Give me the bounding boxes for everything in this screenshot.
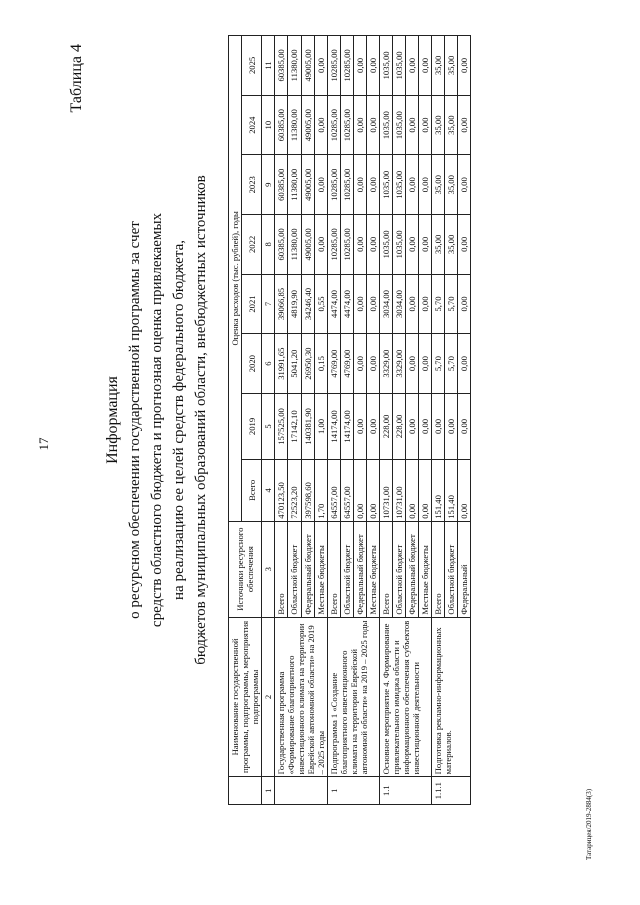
- total-value: 151,40: [432, 459, 445, 521]
- year-value: 49005,00: [301, 95, 314, 155]
- funding-source: Областной бюджет: [341, 521, 354, 617]
- year-value: 1035,00: [380, 36, 393, 96]
- year-value: 1035,00: [393, 95, 406, 155]
- year-value: 4769,00: [328, 334, 341, 394]
- year-value: 0,00: [367, 393, 380, 459]
- year-value: 60385,00: [275, 36, 288, 96]
- year-value: 10285,00: [328, 155, 341, 215]
- column-number: 10: [262, 95, 275, 155]
- header-year: 2025: [242, 36, 262, 96]
- year-value: 26950,30: [301, 334, 314, 394]
- total-value: 0,00: [419, 459, 432, 521]
- year-value: 0,00: [354, 334, 367, 394]
- year-value: 10285,00: [341, 215, 354, 275]
- year-value: 0,00: [419, 215, 432, 275]
- heading-line: Информация: [104, 376, 121, 464]
- year-value: 10285,00: [328, 215, 341, 275]
- year-value: 35,00: [445, 215, 458, 275]
- table-row: [328, 36, 341, 805]
- year-value: 35,00: [445, 155, 458, 215]
- header-year: 2023: [242, 155, 262, 215]
- year-value: 3034,00: [380, 274, 393, 334]
- year-value: 228,00: [393, 393, 406, 459]
- year-value: 1035,00: [393, 36, 406, 96]
- year-value: 0,00: [406, 334, 419, 394]
- program-name: Подпрограмма 1 «Создание благоприятного инвестиционного климата на территории Еврейской автономной области» на 2019 – 2025 годы: [328, 617, 380, 777]
- column-number: 11: [262, 36, 275, 96]
- year-value: 0,00: [419, 334, 432, 394]
- year-value: 0,00: [354, 215, 367, 275]
- page-number: 17: [36, 437, 51, 451]
- year-value: 0,00: [314, 95, 327, 155]
- row-number: 1.1: [380, 777, 432, 805]
- year-value: 5,70: [445, 274, 458, 334]
- funding-source: Всего: [432, 521, 445, 617]
- year-value: 11380,00: [288, 36, 301, 96]
- year-value: 3329,00: [380, 334, 393, 394]
- program-name: Подготовка рекламно-информационных материалов.: [432, 617, 471, 777]
- year-value: 35,00: [432, 155, 445, 215]
- funding-source: Всего: [380, 521, 393, 617]
- year-value: 0,00: [458, 36, 471, 96]
- year-value: 10285,00: [328, 95, 341, 155]
- year-value: 1035,00: [380, 95, 393, 155]
- year-value: 10285,00: [341, 95, 354, 155]
- column-number: 7: [262, 274, 275, 334]
- column-number: 2: [262, 617, 275, 777]
- total-value: 0,00: [458, 459, 471, 521]
- year-value: 0,00: [367, 155, 380, 215]
- total-value: 470123,50: [275, 459, 288, 521]
- year-value: 35,00: [432, 95, 445, 155]
- year-value: 4819,90: [288, 274, 301, 334]
- year-value: 1035,00: [380, 215, 393, 275]
- header-year: 2024: [242, 95, 262, 155]
- total-value: 72523,20: [288, 459, 301, 521]
- funding-source: Федеральный бюджет: [354, 521, 367, 617]
- row-number: 1: [328, 777, 380, 805]
- year-value: 140381,90: [301, 393, 314, 459]
- year-value: 0,15: [314, 334, 327, 394]
- year-value: 5,70: [445, 334, 458, 394]
- year-value: 14174,00: [341, 393, 354, 459]
- year-value: 0,00: [314, 155, 327, 215]
- year-value: 35,00: [445, 36, 458, 96]
- year-value: 0,00: [419, 95, 432, 155]
- year-value: 0,00: [458, 95, 471, 155]
- year-value: 0,00: [406, 215, 419, 275]
- table-label: Таблица 4: [68, 44, 85, 113]
- year-value: 0,00: [406, 95, 419, 155]
- year-value: 0,55: [314, 274, 327, 334]
- header-year: 2021: [242, 274, 262, 334]
- year-value: 3034,00: [393, 274, 406, 334]
- year-value: 11380,00: [288, 155, 301, 215]
- column-number: 3: [262, 521, 275, 617]
- year-value: 0,00: [458, 393, 471, 459]
- year-value: 4769,00: [341, 334, 354, 394]
- year-value: 0,00: [367, 95, 380, 155]
- year-value: 1,00: [314, 393, 327, 459]
- header-estimate: Оценка расходов (тыс. рублей), годы: [229, 36, 242, 522]
- year-value: 39066,85: [275, 274, 288, 334]
- funding-source: Федеральный бюджет: [406, 521, 419, 617]
- year-value: 60385,00: [275, 215, 288, 275]
- year-value: 35,00: [432, 36, 445, 96]
- header-total: Всего: [242, 459, 262, 521]
- year-value: 157525,00: [275, 393, 288, 459]
- year-value: 10285,00: [328, 36, 341, 96]
- year-value: 3329,00: [393, 334, 406, 394]
- year-value: 0,00: [419, 274, 432, 334]
- year-value: 1035,00: [380, 155, 393, 215]
- funding-source: Областной бюджет: [445, 521, 458, 617]
- year-value: 1035,00: [393, 215, 406, 275]
- year-value: 17142,10: [288, 393, 301, 459]
- header-year: 2020: [242, 334, 262, 394]
- year-value: 31991,65: [275, 334, 288, 394]
- header-no: [229, 777, 262, 805]
- total-value: 1,70: [314, 459, 327, 521]
- resource-table: [228, 35, 471, 805]
- year-value: 4474,00: [328, 274, 341, 334]
- column-number: 5: [262, 393, 275, 459]
- year-value: 5,70: [432, 334, 445, 394]
- table-body: [275, 36, 471, 805]
- year-value: 1035,00: [393, 155, 406, 215]
- year-value: 0,00: [458, 334, 471, 394]
- year-value: 0,00: [354, 36, 367, 96]
- year-value: 0,00: [458, 155, 471, 215]
- year-value: 0,00: [458, 274, 471, 334]
- column-number: 8: [262, 215, 275, 275]
- year-value: 49005,00: [301, 155, 314, 215]
- table-header: [229, 36, 275, 805]
- year-value: 49005,00: [301, 36, 314, 96]
- total-value: 10731,00: [393, 459, 406, 521]
- heading-line: о ресурсном обеспечении государственной программы за счет: [127, 221, 143, 619]
- year-value: 0,00: [314, 36, 327, 96]
- total-value: 397598,60: [301, 459, 314, 521]
- program-name: Основное мероприятие 4. Формирование привлекательного имиджа области и информационного обеспечения субъектов инвестиционной деятельности: [380, 617, 432, 777]
- funding-source: Всего: [275, 521, 288, 617]
- year-value: 0,00: [367, 215, 380, 275]
- year-value: 10285,00: [341, 36, 354, 96]
- year-value: 0,00: [406, 36, 419, 96]
- table-row: [432, 36, 445, 805]
- document-heading: [102, 30, 212, 810]
- year-value: 60385,00: [275, 155, 288, 215]
- year-value: 35,00: [445, 95, 458, 155]
- year-value: 0,00: [458, 215, 471, 275]
- year-value: 10285,00: [341, 155, 354, 215]
- rotated-page-content: [50, 30, 590, 810]
- year-value: 4474,00: [341, 274, 354, 334]
- year-value: 0,00: [354, 95, 367, 155]
- year-value: 0,00: [419, 393, 432, 459]
- column-number: 1: [262, 777, 275, 805]
- year-value: 0,00: [432, 393, 445, 459]
- year-value: 0,00: [354, 155, 367, 215]
- program-name: Государственная программа «Формирование благоприятного инвестиционного климата на территории Еврейской автономной области» на 2019 – 2025 годы: [275, 617, 328, 777]
- row-number: 1.1.1: [432, 777, 471, 805]
- year-value: 0,00: [406, 155, 419, 215]
- header-name: Наименование государственной программы, подпрограммы, мероприятия подпрограммы: [229, 617, 262, 777]
- year-value: 0,00: [367, 274, 380, 334]
- year-value: 35,00: [432, 215, 445, 275]
- table-row: [380, 36, 393, 805]
- column-number: 6: [262, 334, 275, 394]
- heading-line: на реализацию ее целей средств федерального бюджета,: [171, 240, 187, 600]
- column-number: 4: [262, 459, 275, 521]
- year-value: 14174,00: [328, 393, 341, 459]
- total-value: 151,40: [445, 459, 458, 521]
- header-year: 2022: [242, 215, 262, 275]
- funding-source: Местные бюджеты: [367, 521, 380, 617]
- total-value: 0,00: [354, 459, 367, 521]
- column-number: 9: [262, 155, 275, 215]
- funding-source: Местные бюджеты: [314, 521, 327, 617]
- year-value: 5,70: [432, 274, 445, 334]
- year-value: 0,00: [406, 393, 419, 459]
- year-value: 11380,00: [288, 95, 301, 155]
- column-number-row: [262, 36, 275, 805]
- year-value: 49005,00: [301, 215, 314, 275]
- year-value: 5041,20: [288, 334, 301, 394]
- funding-source: Федеральный бюджет: [301, 521, 314, 617]
- funding-source: Областной бюджет: [288, 521, 301, 617]
- year-value: 228,00: [380, 393, 393, 459]
- total-value: 0,00: [367, 459, 380, 521]
- funding-source: Федеральный: [458, 521, 471, 617]
- year-value: 0,00: [367, 36, 380, 96]
- year-value: 0,00: [406, 274, 419, 334]
- total-value: 64557,00: [341, 459, 354, 521]
- funding-source: Областной бюджет: [393, 521, 406, 617]
- year-value: 0,00: [354, 274, 367, 334]
- year-value: 60385,00: [275, 95, 288, 155]
- year-value: 0,00: [367, 334, 380, 394]
- year-value: 0,00: [419, 36, 432, 96]
- year-value: 0,00: [419, 155, 432, 215]
- heading-line: средств областного бюджета и прогнозная оценка привлекаемых: [149, 212, 165, 628]
- footer-reference: Татарицея/2019-2884(3): [585, 788, 593, 860]
- total-value: 0,00: [406, 459, 419, 521]
- year-value: 0,00: [314, 215, 327, 275]
- year-value: 11380,00: [288, 215, 301, 275]
- year-value: 34246,40: [301, 274, 314, 334]
- heading-line: бюджетов муниципальных образований области, внебюджетных источников: [193, 175, 209, 665]
- header-source: Источники ресурсного обеспечения: [229, 521, 262, 617]
- total-value: 10731,00: [380, 459, 393, 521]
- year-value: 0,00: [445, 393, 458, 459]
- total-value: 64557,00: [328, 459, 341, 521]
- table-row: [275, 36, 288, 805]
- year-value: 0,00: [354, 393, 367, 459]
- funding-source: Всего: [328, 521, 341, 617]
- funding-source: Местные бюджеты: [419, 521, 432, 617]
- header-year: 2019: [242, 393, 262, 459]
- row-number: [275, 777, 328, 805]
